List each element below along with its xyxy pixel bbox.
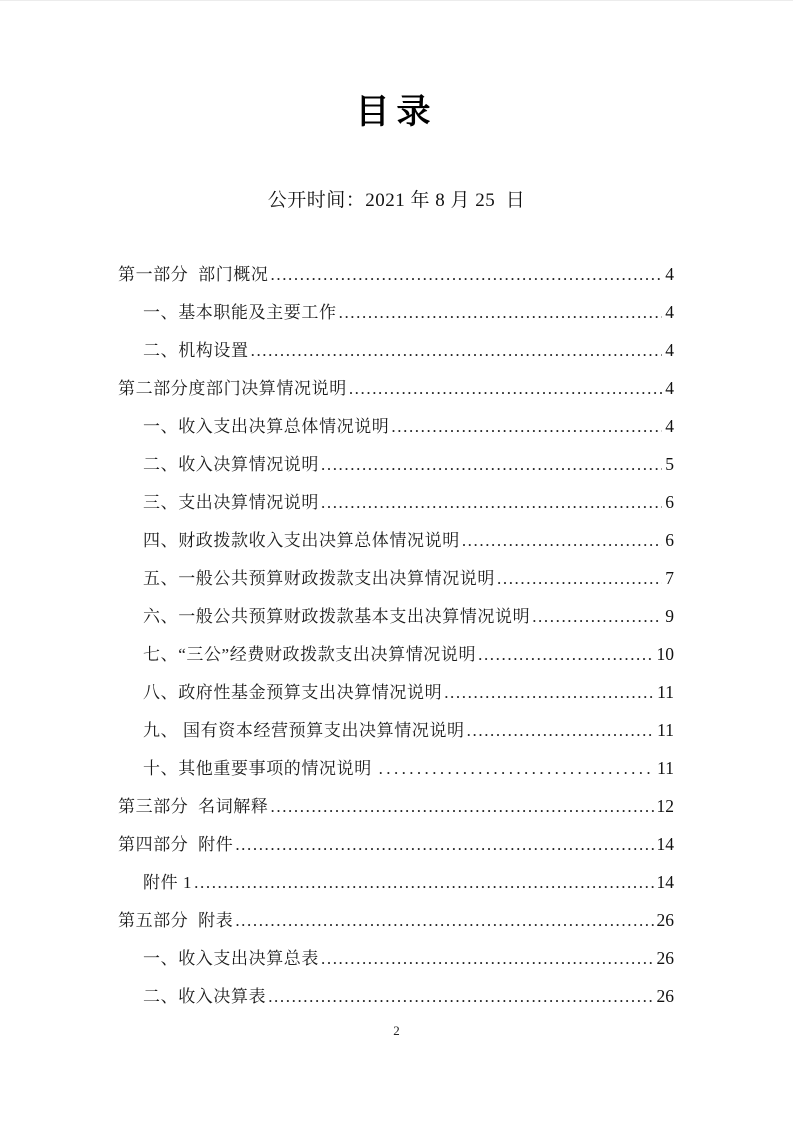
toc-entry[interactable] [118, 293, 674, 331]
publish-time-line: 公开时间：2021 年 8 月 25 日 [267, 190, 526, 211]
toc-entry-label: 第二部分度部门决算情况说明 [118, 379, 347, 398]
toc-entry[interactable] [118, 407, 674, 445]
toc-entry[interactable] [118, 787, 674, 825]
toc-leader-dots [444, 674, 654, 712]
toc-entry-page: 7 [665, 568, 674, 588]
toc-entry-label: 六、一般公共预算财政拨款基本支出决算情况说明 [143, 607, 531, 626]
toc-entry-label: 一、基本职能及主要工作 [143, 303, 337, 322]
toc-entry-page: 26 [656, 910, 674, 930]
toc-entry[interactable] [118, 521, 674, 559]
toc-entry[interactable] [118, 901, 674, 939]
toc-leader-dots [235, 902, 653, 940]
toc-entry-page: 10 [656, 644, 674, 664]
toc-entry-label: 一、收入支出决算总表 [143, 949, 319, 968]
toc-entry-label: 二、收入决算表 [143, 987, 267, 1006]
toc-entry-label: 七、“三公”经费财政拨款支出决算情况说明 [143, 645, 477, 664]
page-title: 目录 [355, 93, 438, 131]
toc-entry[interactable] [118, 825, 674, 863]
toc-entry[interactable] [118, 255, 674, 293]
toc-leader-dots [268, 978, 653, 1016]
toc-leader-dots [478, 636, 653, 674]
toc-entry-label: 一、收入支出决算总体情况说明 [143, 417, 390, 436]
toc-entry[interactable] [118, 597, 674, 635]
toc-entry-label: 第三部分 名词解释 [118, 797, 269, 816]
toc-leader-dots [391, 408, 662, 446]
toc-entry[interactable] [118, 673, 674, 711]
toc-entry-page: 4 [665, 416, 674, 436]
toc-entry-label: 第四部分 附件 [118, 835, 234, 854]
toc-entry-label: 九、 国有资本经营预算支出决算情况说明 [143, 721, 465, 740]
toc-leader-dots [235, 826, 653, 864]
toc-entry[interactable] [118, 977, 674, 1015]
toc-entry[interactable] [118, 369, 674, 407]
toc-entry[interactable] [118, 635, 674, 673]
toc-entry-page: 4 [665, 378, 674, 398]
toc-entry-label: 十、其他重要事项的情况说明 [143, 759, 377, 778]
toc-entry-page: 11 [657, 682, 674, 702]
toc-entry-page: 11 [657, 720, 674, 740]
toc-entry[interactable] [118, 749, 674, 787]
toc-entry-label: 八、政府性基金预算支出决算情况说明 [143, 683, 443, 702]
toc-leader-dots [321, 446, 662, 484]
toc-leader-dots [271, 256, 663, 294]
toc-entry[interactable] [118, 863, 674, 901]
toc-entry[interactable] [118, 483, 674, 521]
toc-entry-page: 11 [657, 758, 674, 778]
toc-leader-dots [349, 370, 662, 408]
toc-leader-dots [462, 522, 662, 560]
footer-page-number: 2 [393, 1023, 400, 1038]
toc-entry-label: 二、机构设置 [143, 341, 249, 360]
toc-list [118, 255, 674, 1015]
toc-entry-page: 26 [656, 948, 674, 968]
toc-entry-label: 二、收入决算情况说明 [143, 455, 319, 474]
toc-leader-dots [194, 864, 653, 902]
toc-entry-page: 6 [665, 492, 674, 512]
toc-entry[interactable] [118, 559, 674, 597]
toc-entry-page: 12 [656, 796, 674, 816]
toc-entry-page: 4 [665, 340, 674, 360]
toc-leader-dots [271, 788, 654, 826]
toc-entry-label: 五、一般公共预算财政拨款支出决算情况说明 [143, 569, 495, 588]
toc-leader-dots [251, 332, 663, 370]
toc-entry-page: 14 [656, 834, 674, 854]
toc-entry[interactable] [118, 711, 674, 749]
toc-leader-dots [321, 484, 662, 522]
toc-entry-page: 14 [656, 872, 674, 892]
toc-leader-dots [532, 598, 662, 636]
toc-leader-dots [497, 560, 662, 598]
toc-entry-page: 26 [656, 986, 674, 1006]
toc-entry-label: 第一部分 部门概况 [118, 265, 269, 284]
toc-entry-label: 附件 1 [143, 873, 193, 892]
toc-entry-page: 9 [665, 606, 674, 626]
toc-entry-page: 4 [665, 302, 674, 322]
toc-leader-dots [339, 294, 663, 332]
toc-entry[interactable] [118, 939, 674, 977]
toc-entry-page: 5 [665, 454, 674, 474]
toc-entry-page: 4 [665, 264, 674, 284]
toc-leader-dots [321, 940, 654, 978]
toc-leader-dots [379, 750, 654, 788]
toc-leader-dots [467, 712, 654, 750]
toc-entry-label: 三、支出决算情况说明 [143, 493, 319, 512]
toc-entry-page: 6 [665, 530, 674, 550]
toc-entry-label: 第五部分 附表 [118, 911, 234, 930]
toc-entry[interactable] [118, 445, 674, 483]
toc-entry[interactable] [118, 331, 674, 369]
toc-entry-label: 四、财政拨款收入支出决算总体情况说明 [143, 531, 460, 550]
